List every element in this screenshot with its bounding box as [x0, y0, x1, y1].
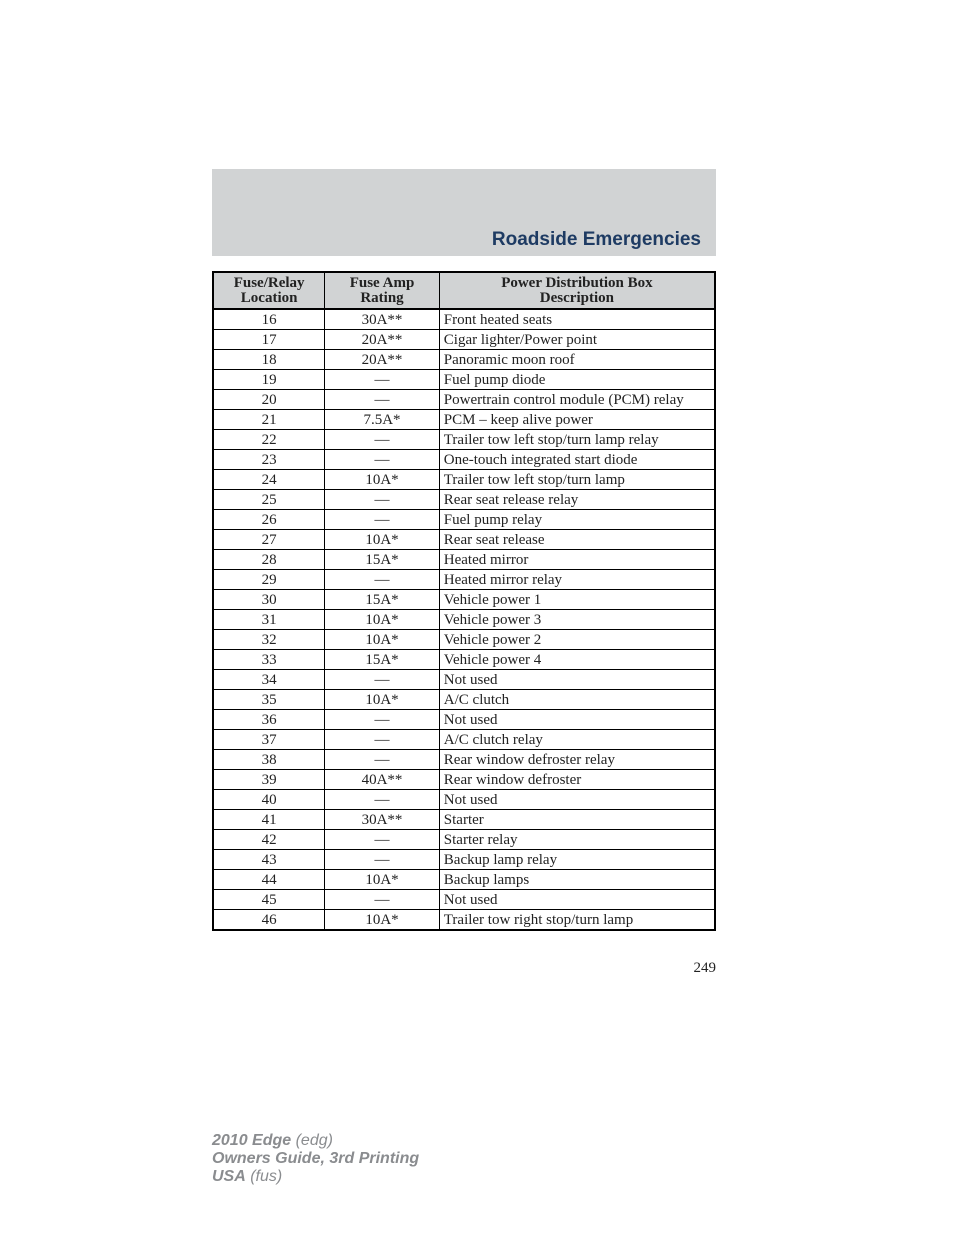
table-row: [213, 430, 715, 450]
fuse-rating-cell: —: [325, 850, 440, 870]
fuse-location-cell: 37: [213, 730, 325, 750]
fuse-description-cell: Backup lamp relay: [439, 850, 715, 870]
fuse-location-cell: 27: [213, 530, 325, 550]
fuse-location-cell: 34: [213, 670, 325, 690]
fuse-rating-cell: —: [325, 490, 440, 510]
page-number: 249: [693, 960, 716, 976]
fuse-location-cell: 18: [213, 350, 325, 370]
table-row: [213, 610, 715, 630]
fuse-description-cell: Trailer tow right stop/turn lamp: [439, 910, 715, 931]
fuse-description-cell: Rear seat release: [439, 530, 715, 550]
table-row: [213, 370, 715, 390]
fuse-description-cell: Not used: [439, 670, 715, 690]
fuse-description-cell: Vehicle power 4: [439, 650, 715, 670]
fuse-description-cell: Backup lamps: [439, 870, 715, 890]
table-row: [213, 590, 715, 610]
table-row: [213, 390, 715, 410]
fuse-location-cell: 21: [213, 410, 325, 430]
fuse-description-cell: Vehicle power 2: [439, 630, 715, 650]
footer-line-1: [212, 1132, 419, 1150]
fuse-rating-cell: —: [325, 790, 440, 810]
fuse-location-cell: 24: [213, 470, 325, 490]
fuse-description-cell: Starter: [439, 810, 715, 830]
fuse-location-cell: 22: [213, 430, 325, 450]
table-row: [213, 630, 715, 650]
footer-line-2: [212, 1150, 419, 1168]
fuse-rating-cell: 10A*: [325, 530, 440, 550]
section-title: Roadside Emergencies: [491, 229, 701, 250]
section-header-band: [212, 169, 716, 256]
fuse-rating-cell: 40A**: [325, 770, 440, 790]
table-row: [213, 810, 715, 830]
footer-model-code: (edg): [291, 1132, 333, 1149]
fuse-description-cell: Not used: [439, 790, 715, 810]
column-header-description: [439, 272, 715, 309]
fuse-rating-cell: —: [325, 670, 440, 690]
fuse-description-cell: Panoramic moon roof: [439, 350, 715, 370]
fuse-rating-cell: 7.5A*: [325, 410, 440, 430]
fuse-description-cell: Starter relay: [439, 830, 715, 850]
table-row: [213, 910, 715, 931]
table-row: [213, 670, 715, 690]
fuse-rating-cell: 10A*: [325, 690, 440, 710]
fuse-rating-cell: 10A*: [325, 870, 440, 890]
fuse-location-cell: 35: [213, 690, 325, 710]
column-header-description-line1: Power Distribution Box: [501, 275, 653, 291]
table-row: [213, 850, 715, 870]
fuse-rating-cell: —: [325, 890, 440, 910]
table-row: [213, 710, 715, 730]
fuse-location-cell: 20: [213, 390, 325, 410]
table-row: [213, 450, 715, 470]
fuse-description-cell: One-touch integrated start diode: [439, 450, 715, 470]
table-row: [213, 790, 715, 810]
fuse-description-cell: PCM – keep alive power: [439, 410, 715, 430]
fuse-rating-cell: 30A**: [325, 309, 440, 330]
fuse-location-cell: 25: [213, 490, 325, 510]
table-body: [213, 309, 715, 930]
fuse-description-cell: Trailer tow left stop/turn lamp: [439, 470, 715, 490]
fuse-rating-cell: —: [325, 710, 440, 730]
fuse-description-cell: Heated mirror: [439, 550, 715, 570]
fuse-description-cell: Rear seat release relay: [439, 490, 715, 510]
fuse-rating-cell: 20A**: [325, 350, 440, 370]
table-row: [213, 570, 715, 590]
fuse-location-cell: 30: [213, 590, 325, 610]
fuse-location-cell: 44: [213, 870, 325, 890]
table-row: [213, 830, 715, 850]
fuse-description-cell: A/C clutch: [439, 690, 715, 710]
fuse-description-cell: Heated mirror relay: [439, 570, 715, 590]
fuse-description-cell: A/C clutch relay: [439, 730, 715, 750]
fuse-rating-cell: 15A*: [325, 650, 440, 670]
fuse-description-cell: Front heated seats: [439, 309, 715, 330]
fuse-description-cell: Trailer tow left stop/turn lamp relay: [439, 430, 715, 450]
footer-line-3: [212, 1168, 419, 1186]
column-header-rating-line1: Fuse Amp: [349, 275, 415, 291]
table-row: [213, 309, 715, 330]
fuse-rating-cell: 10A*: [325, 630, 440, 650]
table-row: [213, 890, 715, 910]
fuse-location-cell: 36: [213, 710, 325, 730]
fuse-description-cell: Cigar lighter/Power point: [439, 330, 715, 350]
fuse-location-cell: 42: [213, 830, 325, 850]
table-row: [213, 690, 715, 710]
footer-market-code: (fus): [245, 1168, 283, 1185]
fuse-location-cell: 38: [213, 750, 325, 770]
table-row: [213, 550, 715, 570]
fuse-rating-cell: 15A*: [325, 590, 440, 610]
footer-guide: Owners Guide, 3rd Printing: [212, 1150, 420, 1167]
fuse-location-cell: 46: [213, 910, 325, 931]
fuse-description-cell: Not used: [439, 890, 715, 910]
fuse-rating-cell: —: [325, 430, 440, 450]
fuse-description-cell: Vehicle power 1: [439, 590, 715, 610]
fuse-description-cell: Powertrain control module (PCM) relay: [439, 390, 715, 410]
fuse-location-cell: 19: [213, 370, 325, 390]
fuse-location-cell: 23: [213, 450, 325, 470]
footer-market: USA: [212, 1168, 246, 1185]
fuse-location-cell: 26: [213, 510, 325, 530]
fuse-rating-cell: 10A*: [325, 910, 440, 931]
fuse-location-cell: 32: [213, 630, 325, 650]
fuse-rating-cell: —: [325, 370, 440, 390]
table-row: [213, 770, 715, 790]
column-header-location-line2: Location: [240, 290, 298, 306]
table-row: [213, 410, 715, 430]
fuse-location-cell: 41: [213, 810, 325, 830]
table-row: [213, 650, 715, 670]
fuse-description-cell: Not used: [439, 710, 715, 730]
table-row: [213, 510, 715, 530]
fuse-location-cell: 31: [213, 610, 325, 630]
fuse-location-cell: 40: [213, 790, 325, 810]
fuse-description-cell: Vehicle power 3: [439, 610, 715, 630]
fuse-rating-cell: —: [325, 830, 440, 850]
fuse-rating-cell: —: [325, 730, 440, 750]
column-header-location-line1: Fuse/Relay: [233, 275, 305, 291]
table-row: [213, 470, 715, 490]
fuse-location-cell: 39: [213, 770, 325, 790]
fuse-description-cell: Fuel pump relay: [439, 510, 715, 530]
table-row: [213, 530, 715, 550]
fuse-rating-cell: —: [325, 390, 440, 410]
fuse-location-cell: 43: [213, 850, 325, 870]
fuse-rating-cell: 15A*: [325, 550, 440, 570]
fuse-rating-cell: 10A*: [325, 610, 440, 630]
fuse-rating-cell: —: [325, 510, 440, 530]
fuse-rating-cell: 20A**: [325, 330, 440, 350]
table-row: [213, 870, 715, 890]
footer-imprint: [212, 1132, 419, 1186]
table-row: [213, 350, 715, 370]
table-header: [213, 272, 715, 309]
table-row: [213, 730, 715, 750]
fuse-location-cell: 29: [213, 570, 325, 590]
fuse-rating-cell: 10A*: [325, 470, 440, 490]
fuse-rating-cell: —: [325, 450, 440, 470]
fuse-location-cell: 45: [213, 890, 325, 910]
column-header-description-line2: Description: [539, 290, 614, 306]
fuse-description-cell: Fuel pump diode: [439, 370, 715, 390]
fuse-location-cell: 33: [213, 650, 325, 670]
fuse-description-cell: Rear window defroster: [439, 770, 715, 790]
fuse-rating-cell: 30A**: [325, 810, 440, 830]
table-row: [213, 750, 715, 770]
fuse-table: [212, 271, 716, 931]
fuse-description-cell: Rear window defroster relay: [439, 750, 715, 770]
fuse-rating-cell: —: [325, 750, 440, 770]
fuse-location-cell: 28: [213, 550, 325, 570]
footer-model: 2010 Edge: [212, 1132, 292, 1149]
fuse-location-cell: 16: [213, 309, 325, 330]
column-header-location: [213, 272, 325, 309]
fuse-location-cell: 17: [213, 330, 325, 350]
table-row: [213, 330, 715, 350]
table-header-row: [213, 272, 715, 309]
table-row: [213, 490, 715, 510]
column-header-rating-line2: Rating: [360, 290, 404, 306]
column-header-rating: [325, 272, 440, 309]
fuse-rating-cell: —: [325, 570, 440, 590]
